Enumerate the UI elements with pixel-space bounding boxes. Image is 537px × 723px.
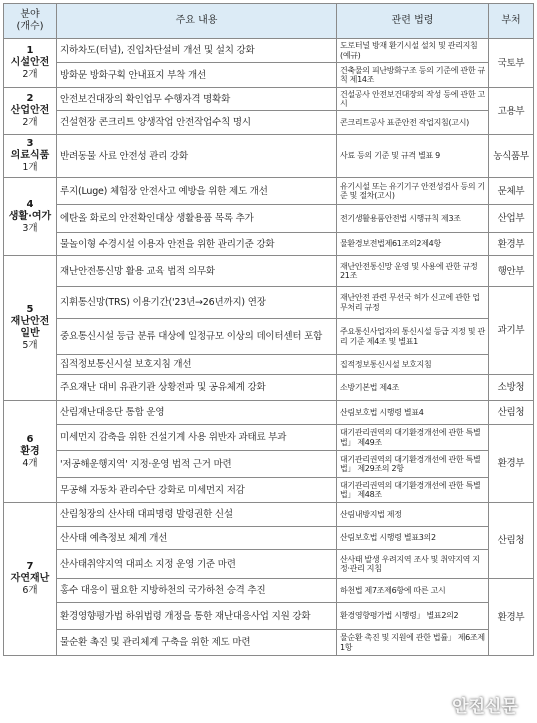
law-cell: 건축물의 피난방화구조 등의 기준에 관한 규칙 제14조 [337, 63, 489, 88]
header-law: 관련 법령 [337, 4, 489, 39]
law-cell: 산림보호법 시행령 별표3의2 [337, 527, 489, 550]
law-cell: 환경영향평가법 시행령」 별표2의2 [337, 603, 489, 630]
category-number: 2 [26, 93, 34, 104]
category-cell [4, 135, 57, 178]
table-row [4, 401, 534, 425]
table-row [4, 375, 534, 401]
ministry-cell: 산업부 [489, 205, 534, 233]
content-cell: 에탄올 화로의 안전확인대상 생활용품 목록 추가 [57, 205, 337, 233]
table-row [4, 451, 534, 478]
law-cell: 산림보호법 시행령 별표4 [337, 401, 489, 425]
category-number: 7 [26, 561, 34, 572]
table-row [4, 503, 534, 527]
ministry-cell: 문체부 [489, 178, 534, 205]
law-cell: 사료 등의 기준 및 규격 별표 9 [337, 135, 489, 178]
law-cell: 건설공사 안전보건대장의 작성 등에 관한 고시 [337, 88, 489, 111]
category-name: 자연재난 [10, 573, 50, 584]
category-name: 시설안전 [10, 57, 50, 68]
category-cell [4, 88, 57, 135]
category-name: 산업안전 [10, 105, 50, 116]
category-number: 4 [26, 198, 34, 210]
content-cell: 지휘통신망(TRS) 이용기간('23년→26년까지) 연장 [57, 287, 337, 319]
table-row [4, 550, 534, 579]
table-row [4, 603, 534, 630]
ministry-cell: 행안부 [489, 256, 534, 287]
table-body [4, 39, 534, 656]
content-cell: 산림재난대응단 통합 운영 [57, 401, 337, 425]
law-cell: 유기시설 또는 유기기구 안전성검사 등의 기준 및 절차(고시) [337, 178, 489, 205]
category-count: 2개 [22, 117, 38, 128]
table-row [4, 355, 534, 375]
law-cell: 집적정보통신시설 보호지침 [337, 355, 489, 375]
ministry-cell: 환경부 [489, 233, 534, 256]
content-cell: 방화문 방화구획 안내표지 부착 개선 [57, 63, 337, 88]
law-cell: 소방기본법 제4조 [337, 375, 489, 401]
table-row [4, 39, 534, 63]
ministry-cell: 과기부 [489, 287, 534, 375]
category-count: 5개 [22, 340, 38, 351]
table-row [4, 178, 534, 205]
table-row [4, 233, 534, 256]
law-cell: 대기관리권역의 대기환경개선에 관한 특별법」 제49조 [337, 425, 489, 451]
ministry-cell: 고용부 [489, 88, 534, 135]
law-cell: 주요통신사업자의 통신시설 등급 지정 및 관리 기준 제4조 및 별표1 [337, 319, 489, 355]
category-number: 3 [26, 138, 34, 149]
law-cell: 하천법 제7조제6항에 따른 고시 [337, 579, 489, 603]
table-row [4, 630, 534, 656]
content-cell: 주요재난 대비 유관기관 상황전파 및 공유체계 강화 [57, 375, 337, 401]
ministry-cell: 농식품부 [489, 135, 534, 178]
content-cell: 중요통신시설 등급 분류 대상에 일정규모 이상의 데이터센터 포함 [57, 319, 337, 355]
table-row [4, 579, 534, 603]
category-cell [4, 503, 57, 656]
content-cell: 안전보건대장의 확인업무 수행자격 명확화 [57, 88, 337, 111]
category-number: 1 [26, 45, 34, 56]
content-cell: 집적정보통신시설 보호지침 개선 [57, 355, 337, 375]
watermark-logo: 안전신문 [452, 696, 518, 717]
content-cell: 반려동물 사료 안전성 관리 강화 [57, 135, 337, 178]
content-cell: 산림청장의 산사태 대피명령 발령권한 신설 [57, 503, 337, 527]
law-cell: 산사태 발생 우려지역 조사 및 취약지역 지정·관리 지침 [337, 550, 489, 579]
category-number: 5 [26, 304, 34, 315]
content-cell: '저공해운행지역' 지정·운영 법적 근거 마련 [57, 451, 337, 478]
content-cell: 재난안전통신망 활용 교육 법적 의무화 [57, 256, 337, 287]
table-row [4, 88, 534, 111]
law-cell: 도로터널 방재 환기시설 설치 및 관리지침(예규) [337, 39, 489, 63]
category-cell [4, 256, 57, 401]
table-row [4, 256, 534, 287]
category-number: 6 [26, 433, 34, 445]
content-cell: 물순환 촉진 및 관리체계 구축을 위한 제도 마련 [57, 630, 337, 656]
category-name: 의료식품 [10, 150, 50, 161]
ministry-cell: 산림청 [489, 503, 534, 579]
ministry-cell: 국토부 [489, 39, 534, 88]
content-cell: 홍수 대응이 필요한 지방하천의 국가하천 승격 추진 [57, 579, 337, 603]
header-ministry: 부처 [489, 4, 534, 39]
content-cell: 환경영향평가법 하위법령 개정을 통한 재난대응사업 지원 강화 [57, 603, 337, 630]
ministry-cell: 산림청 [489, 401, 534, 425]
law-cell: 전기생활용품안전법 시행규칙 제3조 [337, 205, 489, 233]
content-cell: 루지(Luge) 체험장 안전사고 예방을 위한 제도 개선 [57, 178, 337, 205]
regulation-table [3, 3, 534, 656]
table-row [4, 527, 534, 550]
category-name: 환경 [20, 445, 40, 457]
law-cell: 대기관리권역의 대기환경개선에 관한 특별법」 제29조의 2항 [337, 451, 489, 478]
ministry-cell: 환경부 [489, 579, 534, 656]
content-cell: 산사태 예측정보 체계 개선 [57, 527, 337, 550]
category-count: 2개 [22, 69, 38, 80]
content-cell: 산사태취약지역 대피소 지정 운영 기준 마련 [57, 550, 337, 579]
category-name: 생활·여가 [8, 210, 52, 222]
category-count: 6개 [22, 585, 38, 596]
content-cell: 건설현장 콘크리트 양생작업 안전작업수칙 명시 [57, 111, 337, 135]
table-row [4, 205, 534, 233]
table-row [4, 425, 534, 451]
category-name: 재난안전 일반 [10, 316, 50, 339]
header-row [4, 4, 534, 39]
category-count: 4개 [22, 457, 38, 469]
law-cell: 재난안전 관련 무선국 허가 신고에 관한 업무처리 규정 [337, 287, 489, 319]
law-cell: 물환경보전법제61조의2제4항 [337, 233, 489, 256]
content-cell: 지하차도(터널), 진입차단설비 개선 및 설치 강화 [57, 39, 337, 63]
header-content: 주요 내용 [57, 4, 337, 39]
table-row [4, 478, 534, 503]
table-row [4, 63, 534, 88]
category-count: 3개 [22, 222, 38, 234]
ministry-cell: 소방청 [489, 375, 534, 401]
category-count: 1개 [22, 162, 38, 173]
law-cell: 대기관리권역의 대기환경개선에 관한 특별법」 제48조 [337, 478, 489, 503]
law-cell: 물순환 촉진 및 지원에 관한 법률」 제6조제1항 [337, 630, 489, 656]
law-cell: 콘크리트공사 표준안전 작업지침(고시) [337, 111, 489, 135]
table-row [4, 319, 534, 355]
category-cell [4, 178, 57, 256]
table-row [4, 287, 534, 319]
law-cell: 산림내방지법 제정 [337, 503, 489, 527]
category-cell [4, 39, 57, 88]
content-cell: 물놀이형 수경시설 이용자 안전을 위한 관리기준 강화 [57, 233, 337, 256]
header-category: 분야 (개수) [4, 4, 57, 39]
law-cell: 재난안전통신망 운영 및 사용에 관한 규정21조 [337, 256, 489, 287]
table-row [4, 111, 534, 135]
content-cell: 무공해 자동차 관리수단 강화로 미세먼지 저감 [57, 478, 337, 503]
table-row [4, 135, 534, 178]
content-cell: 미세먼지 감축을 위한 건설기계 사용 위반자 과태료 부과 [57, 425, 337, 451]
category-cell [4, 401, 57, 503]
ministry-cell: 환경부 [489, 425, 534, 503]
